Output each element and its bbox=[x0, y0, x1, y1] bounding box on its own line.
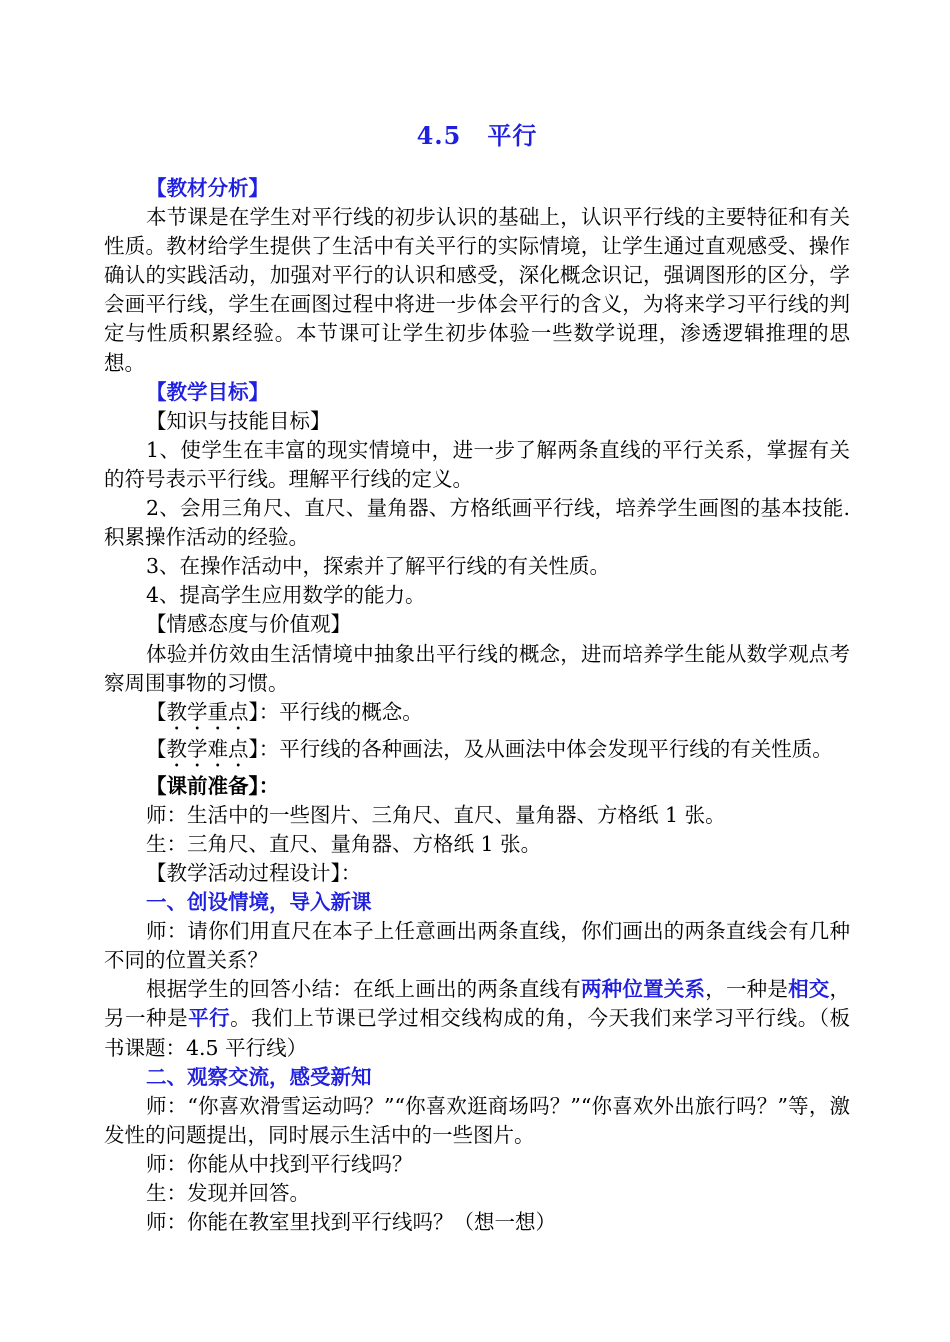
knowledge-heading: 【知识与技能目标】 bbox=[146, 408, 331, 433]
difficulty-text: ：平行线的各种画法，及从画法中体会发现平行线的有关性质。 bbox=[258, 736, 833, 761]
step1-summary-g: 。我们上节课已学过相交线构成的角，今天我们来学习平行线。（板书课题：4.5 平行线） bbox=[104, 1006, 851, 1060]
step1-summary-f: 平行 bbox=[188, 1006, 231, 1031]
goal-4: 4、提高学生应用数学的能力。 bbox=[146, 583, 426, 608]
analysis-heading: 【教材分析】 bbox=[146, 176, 269, 200]
step1-question: 师：请你们用直尺在本子上任意画出两条直线，你们画出的两条直线会有几种不同的位置关系？ bbox=[104, 919, 850, 973]
difficulty-point bbox=[104, 735, 850, 772]
goal-1: 1、使学生在丰富的现实情境中，进一步了解两条直线的平行关系，掌握有关的符号表示平行线。理解平行线的定义。 bbox=[104, 437, 850, 491]
goal-2: 2、会用三角尺、直尺、量角器、方格纸画平行线，培养学生画图的基本技能. 积累操作活动的经验。 bbox=[104, 496, 850, 550]
key-point-text: ：平行线的概念。 bbox=[258, 699, 423, 724]
key-point bbox=[104, 698, 850, 735]
step1-heading: 一、创设情境，导入新课 bbox=[146, 890, 372, 915]
key-point-label: 【教学重点】 bbox=[146, 699, 259, 724]
emotion-text: 体验并仿效由生活情境中抽象出平行线的概念，进而培养学生能从数学观点考察周围事物的习惯。 bbox=[104, 641, 850, 695]
step2-heading: 二、观察交流，感受新知 bbox=[146, 1064, 372, 1089]
difficulty-label: 【教学难点】 bbox=[146, 736, 259, 761]
step1-summary-e: ，另一种是 bbox=[104, 977, 851, 1031]
title-text: 平行 bbox=[487, 121, 538, 150]
process-heading: 【教学活动过程设计】： bbox=[146, 860, 362, 885]
step2-teacher-1: 师：“你喜欢滑雪运动吗？”“你喜欢逛商场吗？”“你喜欢外出旅行吗？”等，激发性的问题提出，同时展示生活中的一些图片。 bbox=[104, 1093, 850, 1147]
step1-summary-b: 两种位置关系 bbox=[580, 977, 706, 1002]
prep-heading: 【课前准备】： bbox=[146, 773, 280, 798]
analysis-text: 本节课是在学生对平行线的初步认识的基础上，认识平行线的主要特征和有关性质。教材给学生提供了生活中有关平行的实际情境，让学生通过直观感受、操作确认的实践活动，加强对平行的认识和感受，深化概念识记，强调图形的区分，学会画平行线，学生在画图过程中将进一步体会平行的含义，为将来学习平行线的判定与性质积累经验。本节课可让学生初步体验一些数学说理，渗透逻辑推理的思想。 bbox=[104, 205, 850, 375]
step2-student-1: 生：发现并回答。 bbox=[146, 1181, 310, 1205]
step2-teacher-2: 师：你能从中找到平行线吗？ bbox=[146, 1151, 413, 1176]
goal-3: 3、在操作活动中，探索并了解平行线的有关性质。 bbox=[146, 554, 611, 579]
prep-student: 生：三角尺、直尺、量角器、方格纸 1 张。 bbox=[146, 831, 542, 856]
step2-teacher-3: 师：你能在教室里找到平行线吗？（想一想） bbox=[146, 1210, 556, 1235]
step1-summary-d: 相交 bbox=[788, 977, 830, 1002]
emotion-heading: 【情感态度与价值观】 bbox=[146, 612, 351, 637]
step1-summary-c: ，一种是 bbox=[705, 977, 789, 1002]
title-number: 4.5 bbox=[416, 121, 462, 150]
goals-heading: 【教学目标】 bbox=[146, 379, 269, 404]
page-title bbox=[104, 116, 850, 151]
step1-summary-a: 根据学生的回答小结：在纸上画出的两条直线有 bbox=[146, 977, 581, 1002]
step1-summary bbox=[104, 975, 850, 1062]
document-body bbox=[104, 174, 850, 1237]
prep-teacher: 师：生活中的一些图片、三角尺、直尺、量角器、方格纸 1 张。 bbox=[146, 802, 726, 827]
